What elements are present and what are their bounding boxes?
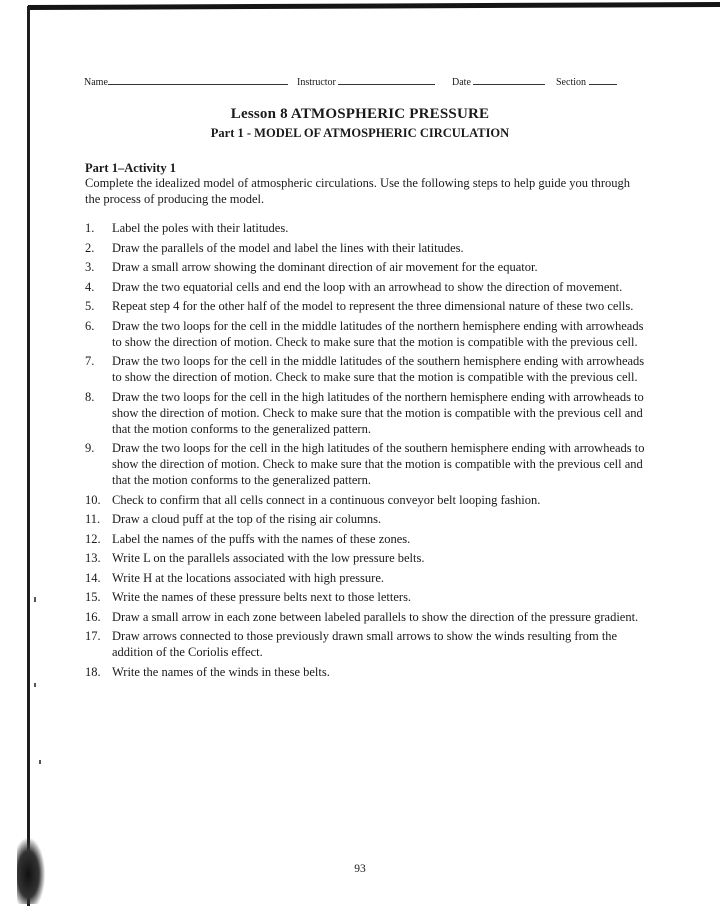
step-text: Label the names of the puffs with the names of these zones. — [112, 531, 411, 546]
step-text: Write L on the parallels associated with the low pressure belts. — [112, 551, 425, 565]
scan-border-left — [27, 6, 30, 906]
step-item — [85, 220, 645, 236]
step-item — [85, 664, 645, 680]
step-item — [85, 440, 645, 488]
step-item — [85, 298, 645, 314]
step-text: Draw the two loops for the cell in the high latitudes of the northern hemisphere ending with arrowheads to show the direction of motion. Check to make sure that the motion is compatible with the previous cell and that the motion conforms to the generalized pattern. — [112, 389, 644, 436]
step-item — [85, 279, 645, 295]
name-label: Name — [84, 77, 108, 88]
step-number: 1. — [85, 221, 95, 235]
step-item — [85, 628, 645, 660]
date-label: Date — [452, 77, 471, 88]
step-item — [85, 511, 645, 527]
step-number: 5. — [85, 299, 95, 313]
step-number: 7. — [85, 354, 95, 368]
student-info-row — [84, 76, 630, 92]
step-item — [85, 589, 645, 605]
step-text: Draw the two loops for the cell in the middle latitudes of the northern hemisphere ending with arrowheads to show the direction of motion. Check to make sure that the motion is compatible with the previous cell. — [112, 318, 644, 349]
step-number: 18. — [85, 664, 101, 679]
step-text: Draw the two equatorial cells and end the loop with an arrowhead to show the direction of movement. — [112, 279, 623, 294]
step-item — [85, 389, 645, 437]
step-item — [85, 531, 645, 547]
step-text: Check to confirm that all cells connect in a continuous conveyor belt looping fashion. — [112, 492, 541, 507]
name-line — [108, 76, 288, 85]
lesson-title: Lesson 8 ATMOSPHERIC PRESSURE — [230, 106, 490, 122]
step-number: 9. — [85, 441, 95, 455]
step-text: Draw a small arrow showing the dominant direction of air movement for the equator. — [112, 260, 538, 274]
instructor-line — [338, 76, 435, 85]
section-label: Section — [556, 77, 586, 88]
step-item — [85, 609, 645, 625]
step-item — [85, 570, 645, 586]
scan-mark — [39, 760, 41, 764]
step-list — [85, 220, 645, 683]
step-number: 15. — [85, 590, 101, 604]
step-number: 16. — [85, 609, 101, 624]
activity-heading: Part 1–Activity 1 — [85, 161, 176, 175]
name-field — [84, 76, 288, 88]
part-title: Part 1 - MODEL OF ATMOSPHERIC CIRCULATION — [210, 126, 510, 140]
step-number: 4. — [85, 279, 95, 294]
section-line — [589, 76, 617, 85]
step-number: 11. — [85, 512, 101, 526]
step-number: 10. — [85, 492, 101, 507]
step-number: 13. — [85, 551, 101, 565]
date-field — [452, 76, 545, 88]
step-text: Draw a small arrow in each zone between labeled parallels to show the direction of the pressure gradient. — [112, 609, 639, 624]
step-text: Draw arrows connected to those previously drawn small arrows to show the winds resulting from the addition of the Coriolis effect. — [112, 629, 618, 659]
step-item — [85, 318, 645, 350]
step-text: Draw the two loops for the cell in the high latitudes of the southern hemisphere ending with arrowheads to show the direction of motion. Check to make sure that the motion is compatible with the previous cell and that the motion conforms to the generalized pattern. — [112, 441, 645, 487]
step-item — [85, 259, 645, 275]
step-number: 14. — [85, 570, 101, 585]
step-number: 17. — [85, 629, 101, 643]
step-number: 8. — [85, 389, 95, 404]
step-text: Write the names of the winds in these belts. — [112, 664, 330, 679]
instructor-field — [297, 76, 435, 88]
step-item — [85, 550, 645, 566]
page-number: 93 — [354, 863, 366, 875]
step-number: 6. — [85, 318, 95, 333]
step-item — [85, 492, 645, 508]
step-number: 2. — [85, 240, 95, 255]
step-item — [85, 240, 645, 256]
step-text: Draw the two loops for the cell in the middle latitudes of the southern hemisphere ending with arrowheads to show the direction of motion. Check to make sure that the motion is compatible with the previous cell. — [112, 354, 645, 384]
date-line — [473, 76, 545, 85]
scan-mark — [34, 683, 36, 687]
step-number: 12. — [85, 531, 101, 546]
instructor-label: Instructor — [297, 77, 336, 88]
step-text: Draw a cloud puff at the top of the rising air columns. — [112, 512, 382, 526]
activity-intro: Complete the idealized model of atmospheric circulations. Use the following steps to help guide you through the process of producing the model. — [85, 176, 631, 206]
scan-border-top — [28, 2, 720, 10]
step-text: Write H at the locations associated with high pressure. — [112, 570, 384, 585]
section-field — [556, 76, 617, 88]
step-number: 3. — [85, 260, 95, 274]
step-text: Draw the parallels of the model and label the lines with their latitudes. — [112, 240, 464, 255]
step-text: Label the poles with their latitudes. — [112, 221, 289, 235]
step-item — [85, 353, 645, 385]
step-text: Repeat step 4 for the other half of the model to represent the three dimensional nature of these two cells. — [112, 299, 634, 313]
step-text: Write the names of these pressure belts next to those letters. — [112, 590, 412, 604]
scan-mark — [34, 597, 36, 602]
